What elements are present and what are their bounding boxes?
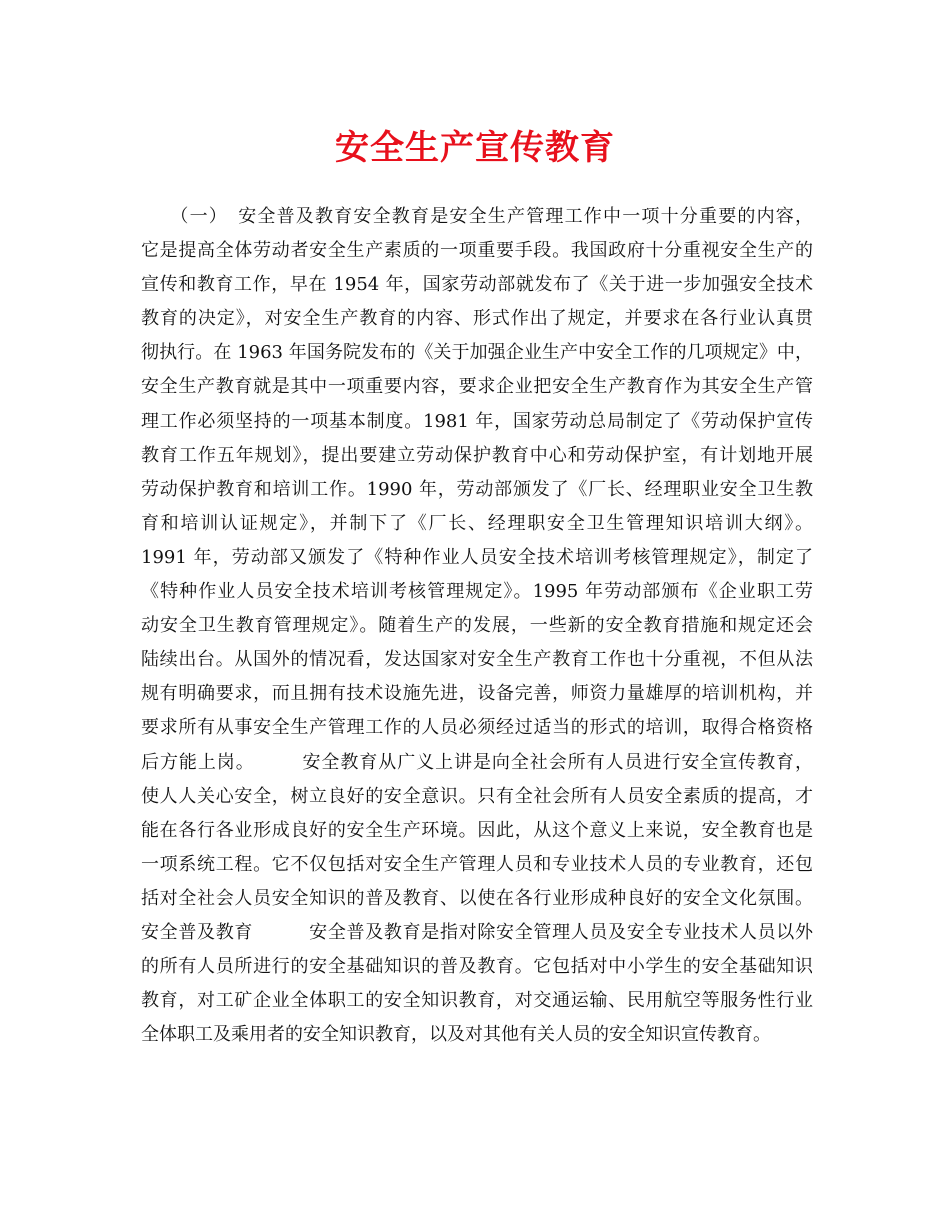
body-line: 规有明确要求，而且拥有技术设施先进，设备完善，师资力量雄厚的培训机构，并 (141, 683, 813, 705)
body-line: 宣传和教育工作，早在 1954 年，国家劳动部就发布了《关于进一步加强安全技术 (141, 274, 813, 296)
body-line: 劳动保护教育和培训工作。1990 年，劳动部颁发了《厂长、经理职业安全卫生教 (141, 478, 813, 500)
body-line: 陆续出台。从国外的情况看，发达国家对安全生产教育工作也十分重视，不但从法 (141, 649, 813, 671)
body-line: 一项系统工程。它不仅包括对安全生产管理人员和专业技术人员的专业教育，还包 (141, 853, 813, 875)
body-line: 1991 年，劳动部又颁发了《特种作业人员安全技术培训考核管理规定》，制定了 (141, 546, 813, 568)
body-line: 使人人关心安全，树立良好的安全意识。只有全社会所有人员安全素质的提高，才 (141, 785, 813, 807)
body-line: 全体职工及乘用者的安全知识教育，以及对其他有关人员的安全知识宣传教育。 (141, 1024, 771, 1046)
body-line: 教育工作五年规划》，提出要建立劳动保护教育中心和劳动保护室，有计划地开展 (141, 444, 813, 466)
body-line: 后方能上岗。 安全教育从广义上讲是向全社会所有人员进行安全宣传教育， (141, 751, 813, 773)
body-line: 育和培训认证规定》，并制下了《厂长、经理职安全卫生管理知识培训大纲》。 (141, 512, 813, 534)
body-line: 彻执行。在 1963 年国务院发布的《关于加强企业生产中安全工作的几项规定》中， (141, 342, 813, 364)
document-body (141, 200, 813, 1052)
body-line: 安全生产教育就是其中一项重要内容，要求企业把安全生产教育作为其安全生产管 (141, 376, 813, 398)
body-line: 《特种作业人员安全技术培训考核管理规定》。1995 年劳动部颁布《企业职工劳 (141, 581, 813, 603)
body-line: 括对全社会人员安全知识的普及教育、以使在各行业形成种良好的安全文化氛围。 (141, 887, 813, 909)
body-line: 要求所有从事安全生产管理工作的人员必须经过适当的形式的培训，取得合格资格 (141, 717, 813, 739)
body-line: 能在各行各业形成良好的安全生产环境。因此，从这个意义上来说，安全教育也是 (141, 819, 813, 841)
body-line: 教育，对工矿企业全体职工的安全知识教育，对交通运输、民用航空等服务性行业 (141, 990, 813, 1012)
body-line: 动安全卫生教育管理规定》。随着生产的发展，一些新的安全教育措施和规定还会 (141, 615, 813, 637)
body-line: 安全普及教育 安全普及教育是指对除安全管理人员及安全专业技术人员以外 (141, 921, 813, 943)
body-line: 它是提高全体劳动者安全生产素质的一项重要手段。我国政府十分重视安全生产的 (141, 240, 813, 262)
body-line: （一） 安全普及教育安全教育是安全生产管理工作中一项十分重要的内容， (141, 206, 813, 227)
body-line: 的所有人员所进行的安全基础知识的普及教育。它包括对中小学生的安全基础知识 (141, 956, 813, 978)
body-line: 理工作必须坚持的一项基本制度。1981 年，国家劳动总局制定了《劳动保护宣传 (141, 410, 813, 432)
body-line: 教育的决定》，对安全生产教育的内容、形式作出了规定，并要求在各行业认真贯 (141, 308, 813, 330)
document-title: 安全生产宣传教育 (335, 128, 615, 168)
